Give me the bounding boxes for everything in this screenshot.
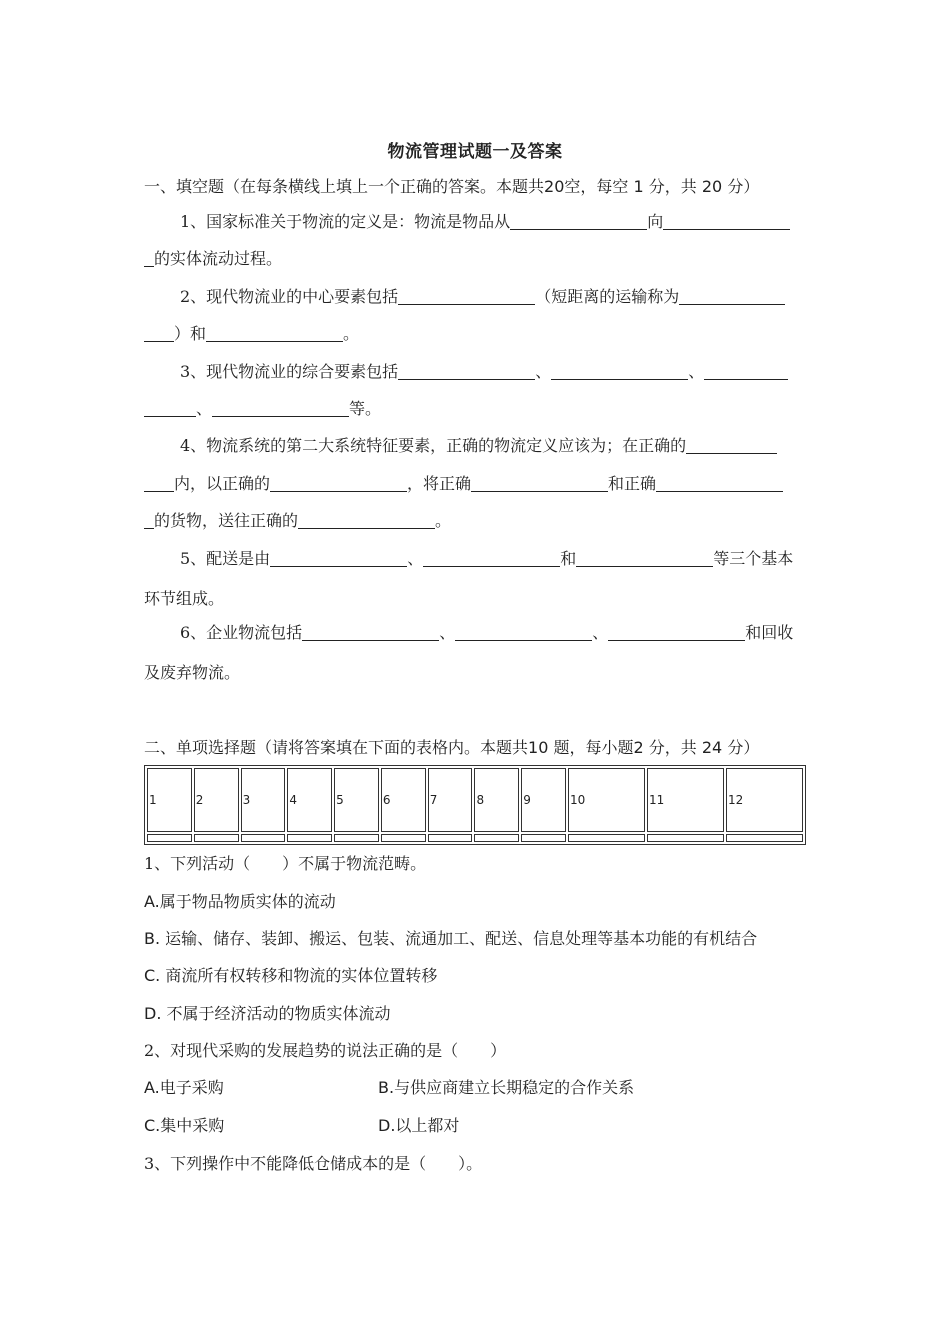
choice-option: D.以上都对 [378,1116,460,1135]
answer-cell[interactable] [647,834,724,842]
blank[interactable] [298,512,435,529]
answer-cell[interactable] [287,834,332,842]
answer-cell[interactable] [194,834,239,842]
choice-option: C. 商流所有权转移和物流的实体位置转移 [144,966,438,985]
answer-table [144,765,806,845]
fill-question-3: 3、现代物流业的综合要素包括 、 、 [180,361,806,383]
answer-cell[interactable] [381,834,426,842]
answer-table-header-row [147,768,803,832]
table-header-cell: 6 [381,768,426,832]
table-header-cell: 5 [334,768,379,832]
fill-question-6-cont: 及废弃物流。 [144,663,241,682]
table-header-cell: 12 [726,768,803,832]
blank[interactable] [510,213,647,230]
choice-option: A.电子采购 [144,1078,224,1097]
blank[interactable] [576,550,713,567]
table-header-cell: 3 [241,768,286,832]
table-header-cell: 8 [474,768,519,832]
blank[interactable] [551,363,688,380]
table-header-cell: 10 [568,768,645,832]
table-header-cell: 9 [521,768,566,832]
fill-question-4-cont2: 的货物，送往正确的 。 [144,510,806,532]
blank[interactable] [144,250,154,267]
table-header-cell: 1 [147,768,192,832]
fill-question-3-cont: 、 等。 [144,398,806,420]
fill-question-4: 4、物流系统的第二大系统特征要素，正确的物流定义应该为；在正确的 [180,435,806,457]
choice-option: D. 不属于经济活动的物质实体流动 [144,1004,391,1023]
choice-question-3-stem: 3、下列操作中不能降低仓储成本的是（ ）。 [144,1154,483,1173]
fill-question-1-cont: 的实体流动过程。 [144,248,806,270]
blank[interactable] [206,325,343,342]
answer-cell[interactable] [428,834,473,842]
choice-option-row [144,1115,806,1137]
blank[interactable] [144,325,174,342]
section1-heading: 一、填空题（在每条横线上填上一个正确的答案。本题共20空，每空 1 分，共 20 分） [144,177,760,196]
fill-question-4-cont1: 内，以正确的 ，将正确 和正确 [144,473,806,495]
blank[interactable] [302,624,439,641]
answer-cell[interactable] [726,834,803,842]
choice-option: C.集中采购 [144,1116,225,1135]
choice-question-1-stem: 1、下列活动（ ）不属于物流范畴。 [144,854,427,873]
fill-question-6: 6、企业物流包括 、 、 和回收 [180,623,794,642]
answer-table-input-row [147,834,803,842]
choice-option: A.属于物品物质实体的流动 [144,892,336,911]
blank[interactable] [471,475,608,492]
answer-cell[interactable] [568,834,645,842]
blank[interactable] [398,288,535,305]
choice-option-row [144,1077,806,1099]
table-header-cell: 2 [194,768,239,832]
answer-cell[interactable] [474,834,519,842]
answer-cell[interactable] [147,834,192,842]
blank[interactable] [608,624,745,641]
table-header-cell: 7 [428,768,473,832]
blank[interactable] [423,550,560,567]
answer-cell[interactable] [241,834,286,842]
fill-question-5: 5、配送是由 、 和 等三个基本 [180,549,794,568]
blank[interactable] [686,437,777,454]
fill-question-5-cont: 环节组成。 [144,589,225,608]
blank[interactable] [663,213,790,230]
blank[interactable] [270,475,407,492]
answer-cell[interactable] [521,834,566,842]
blank[interactable] [656,475,783,492]
blank[interactable] [144,475,174,492]
fill-question-2: 2、现代物流业的中心要素包括 （短距离的运输称为 [180,286,806,308]
choice-question-2-stem: 2、对现代采购的发展趋势的说法正确的是（ ） [144,1041,507,1060]
fill-question-1: 1、国家标准关于物流的定义是：物流是物品从 向 [180,211,806,233]
table-header-cell: 4 [287,768,332,832]
answer-cell[interactable] [334,834,379,842]
blank[interactable] [212,400,349,417]
fill-question-2-cont: ）和 。 [144,323,806,345]
blank[interactable] [144,512,154,529]
blank[interactable] [144,400,196,417]
blank[interactable] [455,624,592,641]
blank[interactable] [398,363,535,380]
choice-option: B.与供应商建立长期稳定的合作关系 [378,1078,635,1097]
blank[interactable] [704,363,788,380]
page-title: 物流管理试题一及答案 [387,142,563,162]
table-header-cell: 11 [647,768,724,832]
section2-heading: 二、单项选择题（请将答案填在下面的表格内。本题共10 题，每小题2 分，共 24 分） [144,738,760,757]
blank[interactable] [679,288,785,305]
blank[interactable] [270,550,407,567]
choice-option: B. 运输、储存、装卸、搬运、包装、流通加工、配送、信息处理等基本功能的有机结合 [144,929,758,948]
